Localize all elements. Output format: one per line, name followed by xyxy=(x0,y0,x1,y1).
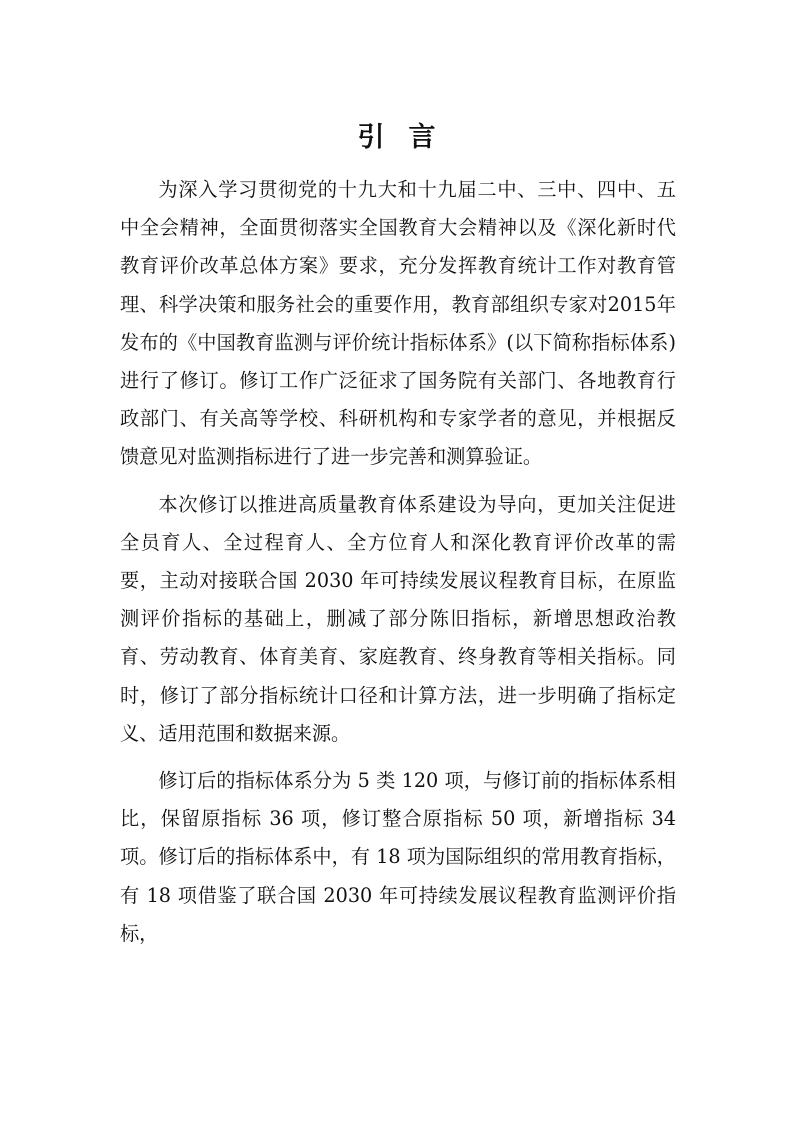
paragraph-1: 为深入学习贯彻党的十九大和十九届二中、三中、四中、五中全会精神，全面贯彻落实全国教育大会精神以及《深化新时代教育评价改革总体方案》要求，充分发挥教育统计工作对教育管理、科学决策和服务社会的重要作用，教育部组织专家对2015年发布的《中国教育监测与评价统计指标体系》(以下简称指标体系)进行了修订。修订工作广泛征求了国务院有关部门、各地教育行政部门、有关高等学校、科研机构和专家学者的意见，并根据反馈意见对监测指标进行了进一步完善和测算验证。 xyxy=(120,178,676,469)
paragraph-3: 修订后的指标体系分为 5 类 120 项，与修订前的指标体系相比，保留原指标 36 项，修订整合原指标 50 项，新增指标 34 项。修订后的指标体系中，有 18 项为国际组织的常用教育指标，有 18 项借鉴了联合国 2030 年可持续发展议程教育监测评价指标， xyxy=(120,769,676,945)
document-body xyxy=(120,171,676,962)
page-title: 引言 xyxy=(357,122,460,153)
paragraph-2: 本次修订以推进高质量教育体系建设为导向，更加关注促进全员育人、全过程育人、全方位育人和深化教育评价改革的需要，主动对接联合国 2030 年可持续发展议程教育目标，在原监测评价指标的基础上，删减了部分陈旧指标，新增思想政治教育、劳动教育、体育美育、家庭教育、终身教育等相关指标。同时，修订了部分指标统计口径和计算方法，进一步明确了指标定义、适用范围和数据来源。 xyxy=(120,492,676,745)
